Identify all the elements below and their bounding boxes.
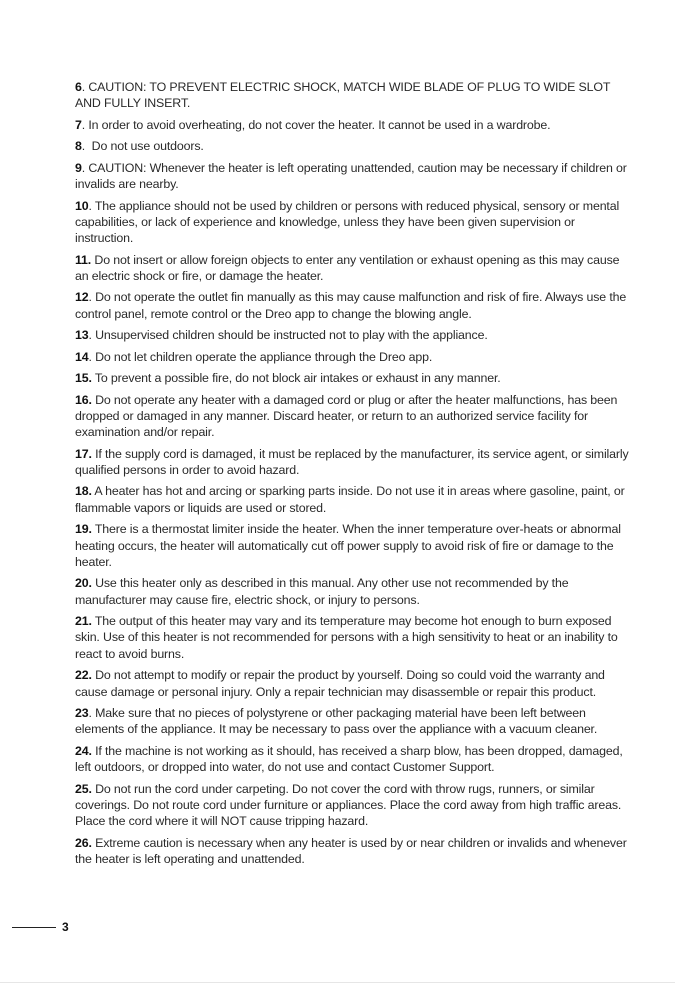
- item-text: CAUTION: TO PREVENT ELECTRIC SHOCK, MATCH WIDE BLADE OF PLUG TO WIDE SLOT AND FULLY INSERT.: [75, 80, 611, 111]
- list-item: [75, 327, 633, 343]
- list-item: [75, 705, 633, 738]
- item-text: If the machine is not working as it should, has received a sharp blow, has been dropped, damaged, left outdoors, or dropped into water, do not use and contact Customer Support.: [75, 743, 623, 775]
- item-separator: .: [81, 117, 89, 132]
- item-number: 21.: [75, 614, 92, 629]
- item-text: To prevent a possible fire, do not block air intakes or exhaust in any manner.: [94, 371, 501, 386]
- item-number: 9: [75, 160, 82, 175]
- page-footer: [12, 918, 69, 936]
- item-number: 17.: [75, 446, 92, 461]
- item-text: Extreme caution is necessary when any heater is used by or near children or invalids and whenever the heater is left operating and unattended.: [75, 835, 627, 866]
- item-number: 16.: [75, 392, 92, 407]
- list-item: [75, 289, 633, 322]
- item-number: 18.: [75, 484, 92, 499]
- page-number: 3: [62, 920, 69, 934]
- item-text: Do not operate any heater with a damaged cord or plug or after the heater malfunctions, has been dropped or damaged in any manner. Discard heater, or return to an authorized service facility for examination and/or repair.: [75, 392, 618, 440]
- page-bottom-edge: [0, 982, 675, 983]
- item-text: Do not use outdoors.: [91, 139, 204, 154]
- list-item: [75, 79, 633, 112]
- item-text: A heater has hot and arcing or sparking parts inside. Do not use it in areas where gasoline, paint, or flammable vapors or liquids are used or stored.: [75, 484, 625, 515]
- item-text: The output of this heater may vary and its temperature may become hot enough to burn exposed skin. Use of this heater is not recommended for persons with a high sensitivity to heat or an inability to react to avoid burns.: [75, 614, 618, 661]
- item-number: 12: [75, 290, 89, 305]
- item-text: The appliance should not be used by children or persons with reduced physical, sensory or mental capabilities, or lack of experience and knowledge, unless they have been given supervision or instruction.: [75, 198, 620, 246]
- item-number: 6: [75, 80, 82, 94]
- item-separator: .: [81, 160, 89, 175]
- item-number: 24.: [75, 743, 92, 758]
- item-number: 25.: [75, 781, 92, 796]
- item-text: Do not run the cord under carpeting. Do not cover the cord with throw rugs, runners, or similar coverings. Do not route cord under furniture or appliances. Place the cord away from high traffic areas. Place the cord where it will NOT cause tripping hazard.: [75, 781, 622, 829]
- list-item: [75, 521, 633, 570]
- footer-rule: [12, 927, 56, 928]
- item-separator: .: [88, 349, 96, 364]
- item-number: 14: [75, 349, 89, 364]
- list-item: [75, 349, 633, 365]
- item-text: Unsupervised children should be instructed not to play with the appliance.: [95, 328, 488, 343]
- item-separator: .: [81, 139, 92, 154]
- item-separator: .: [88, 290, 96, 305]
- list-item: [75, 446, 633, 479]
- item-text: There is a thermostat limiter inside the heater. When the inner temperature over-heats or abnormal heating occurs, the heater will automatically cut off power supply to avoid risk of fire or damage to the heater.: [75, 522, 621, 569]
- item-number: 13: [75, 328, 89, 343]
- item-text: Do not insert or allow foreign objects to enter any ventilation or exhaust opening as this may cause an electric shock or fire, or damage the heater.: [75, 252, 620, 283]
- item-number: 10: [75, 198, 89, 213]
- item-text: Do not let children operate the appliance through the Dreo app.: [95, 349, 433, 364]
- list-item: [75, 613, 633, 662]
- list-item: [75, 835, 633, 868]
- list-item: [75, 252, 633, 285]
- item-separator: .: [88, 705, 96, 720]
- item-separator: .: [81, 80, 89, 94]
- item-number: 20.: [75, 576, 92, 591]
- list-item: [75, 117, 633, 133]
- item-separator: .: [88, 328, 96, 343]
- item-number: 19.: [75, 522, 92, 537]
- item-text: Use this heater only as described in this manual. Any other use not recommended by the manufacturer may cause fire, electric shock, or injury to persons.: [75, 576, 569, 607]
- item-number: 8: [75, 139, 82, 154]
- list-item: [75, 781, 633, 830]
- list-item: [75, 198, 633, 247]
- item-text: Make sure that no pieces of polystyrene or other packaging material have been left between elements of the appliance. It may be necessary to pass over the appliance with a vacuum cleaner.: [75, 705, 598, 737]
- item-number: 7: [75, 117, 82, 132]
- item-number: 26.: [75, 835, 92, 850]
- list-item: [75, 575, 633, 608]
- item-text: Do not operate the outlet fin manually as this may cause malfunction and risk of fire. Always use the control panel, remote control or the Dreo app to change the blowing angle.: [75, 290, 627, 321]
- list-item: [75, 160, 633, 193]
- item-text: In order to avoid overheating, do not cover the heater. It cannot be used in a wardrobe.: [88, 117, 551, 132]
- item-text: Do not attempt to modify or repair the product by yourself. Doing so could void the warranty and cause damage or personal injury. Only a repair technician may disassemble or repair this product.: [75, 668, 605, 699]
- item-text: If the supply cord is damaged, it must be replaced by the manufacturer, its service agent, or similarly qualified persons in order to avoid hazard.: [75, 446, 629, 477]
- list-item: [75, 392, 633, 441]
- safety-instructions-list: [75, 79, 633, 872]
- item-number: 22.: [75, 668, 92, 683]
- list-item: [75, 483, 633, 516]
- item-number: 11.: [75, 252, 92, 267]
- item-number: 15.: [75, 371, 92, 386]
- list-item: [75, 743, 633, 776]
- list-item: [75, 138, 633, 154]
- item-number: 23: [75, 705, 89, 720]
- list-item: [75, 667, 633, 700]
- item-separator: .: [88, 198, 95, 213]
- list-item: [75, 370, 633, 386]
- item-text: CAUTION: Whenever the heater is left operating unattended, caution may be necessary if children or invalids are nearby.: [75, 160, 627, 192]
